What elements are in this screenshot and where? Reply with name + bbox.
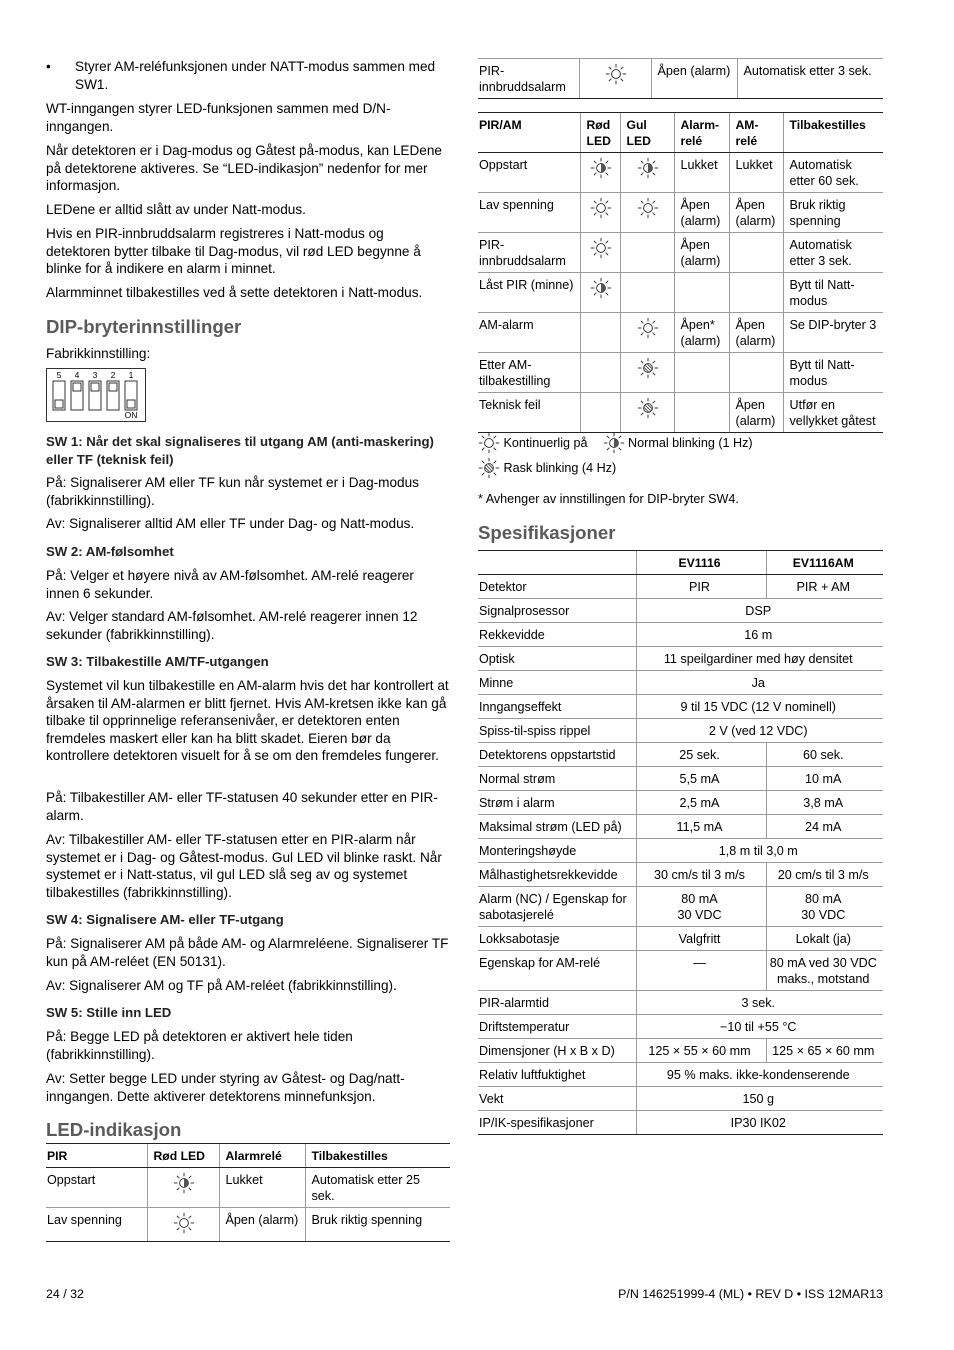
table-row [478, 273, 883, 313]
table-cell: 80 mA 30 VDC [766, 887, 883, 927]
table-row [46, 1168, 450, 1208]
table-cell: Åpen (alarm) [729, 393, 783, 433]
table-cell: Automatisk etter 3 sek. [783, 233, 883, 273]
table-cell: 125 × 55 × 60 mm [636, 1039, 766, 1063]
table-cell: Strøm i alarm [478, 791, 636, 815]
table-row [478, 815, 883, 839]
table-cell: 11,5 mA [636, 815, 766, 839]
table-cell: Åpen (alarm) [674, 233, 729, 273]
table-cell: Ja [636, 671, 883, 695]
normal-blink-icon [603, 435, 625, 449]
table-header: Gul LED [620, 113, 674, 153]
table-cell: IP/IK-spesifikasjoner [478, 1111, 636, 1135]
table-cell: Åpen (alarm) [674, 193, 729, 233]
table-row [478, 233, 883, 273]
table-row [478, 59, 883, 99]
table-cell: 80 mA 30 VDC [636, 887, 766, 927]
table-row [478, 575, 883, 599]
sw4-off: Av: Signaliserer AM og TF på AM-reléet (fabrikkinnstilling). [46, 978, 397, 993]
table-cell: PIR-innbruddsalarm [478, 59, 579, 99]
table-cell: PIR + AM [766, 575, 883, 599]
table-header: Rød LED [147, 1144, 219, 1168]
continuous-icon [637, 197, 659, 219]
table-row [478, 1063, 883, 1087]
fast-blink-icon [478, 457, 500, 479]
led-cell [147, 1168, 219, 1208]
page-number: 24 / 32 [46, 1287, 84, 1301]
table-row [478, 951, 883, 991]
table-cell: Låst PIR (minne) [478, 273, 580, 313]
led-cell [580, 313, 620, 353]
table-header: Rød LED [580, 113, 620, 153]
continuous-icon [637, 317, 659, 339]
table-cell [674, 273, 729, 313]
table-cell: Vekt [478, 1087, 636, 1111]
table-header: EV1116 [636, 551, 766, 575]
normal-blink-icon [603, 432, 625, 454]
table-cell: DSP [636, 599, 883, 623]
table-header: PIR [46, 1144, 147, 1168]
table-cell: Signalprosessor [478, 599, 636, 623]
spec-table [478, 550, 883, 1135]
continuous-icon [478, 432, 500, 454]
table-header [478, 551, 636, 575]
legend-normal: Normal blinking (1 Hz) [628, 436, 753, 450]
table-cell: PIR-innbruddsalarm [478, 233, 580, 273]
dip-switch-graphic [47, 369, 145, 421]
led-cell [620, 353, 674, 393]
normal-blink-icon [637, 157, 659, 179]
table-cell: Valgfritt [636, 927, 766, 951]
continuous-icon [590, 237, 612, 259]
table-cell: Bytt til Natt-modus [783, 273, 883, 313]
pir-am-led-table [478, 112, 883, 433]
factory-label: Fabrikkinnstilling: [46, 346, 151, 361]
table-row [478, 767, 883, 791]
table-header-row [46, 1144, 450, 1168]
table-row [478, 1111, 883, 1135]
table-cell [729, 353, 783, 393]
table-cell: Spiss-til-spiss rippel [478, 719, 636, 743]
sw3-heading: SW 3: Tilbakestille AM/TF-utgangen [46, 654, 269, 669]
part-number: P/N 146251999-4 (ML) • REV D • ISS 12MAR13 [618, 1287, 883, 1301]
table-row [478, 927, 883, 951]
pir-led-table [46, 1143, 450, 1242]
sw5-off: Av: Setter begge LED under styring av Gåtest- og Dag/natt-inngangen. Dette aktiverer detektorens minnefunksjon. [46, 1071, 405, 1104]
table-cell: Bruk riktig spenning [305, 1208, 450, 1242]
pir-continued-table [478, 58, 883, 99]
table-cell: Alarm (NC) / Egenskap for sabotasjerelé [478, 887, 636, 927]
table-header: Alarm-relé [674, 113, 729, 153]
table-cell: Utfør en vellykket gåtest [783, 393, 883, 433]
sw2-on: På: Velger et høyere nivå av AM-følsomhet. AM-relé reagerer innen 6 sekunder. [46, 568, 414, 601]
dip-number: 5 [56, 370, 62, 380]
table-cell: Automatisk etter 25 sek. [305, 1168, 450, 1208]
footnote: * Avhenger av innstillingen for DIP-bryter SW4. [478, 492, 739, 506]
table-row [478, 863, 883, 887]
table-cell [674, 353, 729, 393]
table-row [478, 353, 883, 393]
fast-blink-icon [637, 357, 659, 379]
led-cell [620, 193, 674, 233]
table-cell: Lav spenning [478, 193, 580, 233]
table-row [478, 743, 883, 767]
sw5-heading: SW 5: Stille inn LED [46, 1005, 172, 1020]
spec-heading: Spesifikasjoner [478, 522, 616, 543]
table-cell: Dimensjoner (H x B x D) [478, 1039, 636, 1063]
legend-continuous: Kontinuerlig på [503, 436, 588, 450]
table-row [478, 719, 883, 743]
sw4-heading: SW 4: Signalisere AM- eller TF-utgang [46, 912, 284, 927]
table-cell: Oppstart [46, 1168, 147, 1208]
paragraph: Hvis en PIR-innbruddsalarm registreres i Natt-modus og detektoren bytter tilbake til Dag-modus, vil rød LED begynne å blinke for å indikere en alarm i minnet. [46, 226, 421, 276]
table-cell: Lukket [674, 153, 729, 193]
paragraph: LEDene er alltid slått av under Natt-modus. [46, 202, 306, 217]
table-row [478, 991, 883, 1015]
table-cell: Bruk riktig spenning [783, 193, 883, 233]
table-cell: 2,5 mA [636, 791, 766, 815]
table-cell: 2 V (ved 12 VDC) [636, 719, 883, 743]
legend-line [478, 432, 753, 454]
table-header: EV1116AM [766, 551, 883, 575]
table-cell: Lukket [219, 1168, 305, 1208]
table-header: PIR/AM [478, 113, 580, 153]
sw5-on: På: Begge LED på detektoren er aktivert hele tiden (fabrikkinnstilling). [46, 1029, 353, 1062]
table-cell: — [636, 951, 766, 991]
table-cell: IP30 IK02 [636, 1111, 883, 1135]
table-cell: Maksimal strøm (LED på) [478, 815, 636, 839]
table-cell: Lokalt (ja) [766, 927, 883, 951]
sw3-on: På: Tilbakestiller AM- eller TF-statusen 40 sekunder etter en PIR-alarm. [46, 790, 438, 823]
table-row [478, 599, 883, 623]
table-row [478, 887, 883, 927]
table-cell: Automatisk etter 3 sek. [737, 59, 883, 99]
table-cell: Åpen* (alarm) [674, 313, 729, 353]
led-cell [579, 59, 651, 99]
dip-number: 4 [74, 370, 80, 380]
table-cell: Relativ luftfuktighet [478, 1063, 636, 1087]
table-cell: Rekkevidde [478, 623, 636, 647]
table-header: Tilbakestilles [783, 113, 883, 153]
table-row [478, 313, 883, 353]
table-row [478, 153, 883, 193]
table-cell: Inngangseffekt [478, 695, 636, 719]
table-cell [729, 233, 783, 273]
table-row [478, 1087, 883, 1111]
table-row [478, 393, 883, 433]
continuous-icon [478, 435, 500, 449]
table-cell: Etter AM-tilbakestilling [478, 353, 580, 393]
table-cell: Åpen (alarm) [729, 313, 783, 353]
normal-blink-icon [173, 1172, 195, 1194]
table-cell: Teknisk feil [478, 393, 580, 433]
table-cell: Åpen (alarm) [219, 1208, 305, 1242]
table-cell: 5,5 mA [636, 767, 766, 791]
normal-blink-icon [590, 277, 612, 299]
led-cell [580, 233, 620, 273]
continuous-icon [605, 63, 627, 85]
led-cell [580, 193, 620, 233]
led-cell [620, 313, 674, 353]
table-cell: 150 g [636, 1087, 883, 1111]
fast-blink-icon [478, 460, 500, 474]
normal-blink-icon [590, 157, 612, 179]
bullet-text: • Styrer AM-reléfunksjonen under NATT-modus sammen med SW1. [46, 58, 450, 93]
sw1-off: Av: Signaliserer alltid AM eller TF under Dag- og Natt-modus. [46, 516, 415, 531]
table-row [478, 1039, 883, 1063]
paragraph: Når detektoren er i Dag-modus og Gåtest på-modus, kan LEDene på detektorene aktiveres. Se “LED-indikasjon” nedenfor for mer informasjon. [46, 143, 442, 193]
dip-switch-diagram [46, 368, 146, 422]
table-cell: Optisk [478, 647, 636, 671]
table-cell: Lav spenning [46, 1208, 147, 1242]
table-cell: Lukket [729, 153, 783, 193]
sw4-on: På: Signaliserer AM på både AM- og Alarmreléene. Signaliserer TF kun på AM-reléet (EN 50131). [46, 936, 449, 969]
table-cell: Målhastighetsrekkevidde [478, 863, 636, 887]
table-row [478, 623, 883, 647]
table-header-row [478, 551, 883, 575]
table-cell: 11 speilgardiner med høy densitet [636, 647, 883, 671]
table-cell: Automatisk etter 60 sek. [783, 153, 883, 193]
table-cell: Minne [478, 671, 636, 695]
sw3-text: Systemet vil kun tilbakestille en AM-alarm hvis det har kontrollert at årsaken til AM-alarmen er blitt fjernet. Hvis AM-kretsen ikke kan gå tilbake til opprinnelige referansenivåer, er detektoren enten fremdeles maskert eller kan ha blitt skadet. Eieren bør da kontrollere detektoren visuelt for å se om den fremdeles fungerer. [46, 678, 449, 763]
continuous-icon [173, 1212, 195, 1234]
led-cell [580, 273, 620, 313]
table-row [46, 1208, 450, 1242]
table-row [478, 791, 883, 815]
table-cell [674, 393, 729, 433]
table-row [478, 193, 883, 233]
dip-number: 3 [92, 370, 98, 380]
paragraph: Alarmminnet tilbakestilles ved å sette detektoren i Natt-modus. [46, 285, 423, 300]
table-cell: 3 sek. [636, 991, 883, 1015]
table-cell: 30 cm/s til 3 m/s [636, 863, 766, 887]
led-cell [620, 393, 674, 433]
table-cell: Se DIP-bryter 3 [783, 313, 883, 353]
table-cell: Normal strøm [478, 767, 636, 791]
led-cell [620, 273, 674, 313]
table-row [478, 1015, 883, 1039]
table-cell: PIR [636, 575, 766, 599]
table-cell: 20 cm/s til 3 m/s [766, 863, 883, 887]
table-row [478, 671, 883, 695]
continuous-icon [590, 197, 612, 219]
led-cell [147, 1208, 219, 1242]
legend-fast: Rask blinking (4 Hz) [503, 461, 617, 475]
led-cell [580, 393, 620, 433]
table-header: AM-relé [729, 113, 783, 153]
sw2-heading: SW 2: AM-følsomhet [46, 544, 174, 559]
led-cell [620, 233, 674, 273]
table-header: Alarmrelé [219, 1144, 305, 1168]
table-cell: 25 sek. [636, 743, 766, 767]
table-cell: Bytt til Natt-modus [783, 353, 883, 393]
table-cell: 60 sek. [766, 743, 883, 767]
table-cell: 24 mA [766, 815, 883, 839]
paragraph: WT-inngangen styrer LED-funksjonen sammen med D/N-inngangen. [46, 101, 391, 134]
dip-on-label: ON [124, 410, 138, 420]
table-cell: Driftstemperatur [478, 1015, 636, 1039]
table-cell: AM-alarm [478, 313, 580, 353]
led-heading: LED-indikasjon [46, 1119, 182, 1140]
dip-number: 1 [128, 370, 134, 380]
table-cell: 80 mA ved 30 VDC maks., motstand [766, 951, 883, 991]
table-cell: −10 til +55 °C [636, 1015, 883, 1039]
table-cell: 10 mA [766, 767, 883, 791]
table-header: Tilbakestilles [305, 1144, 450, 1168]
sw2-off: Av: Velger standard AM-følsomhet. AM-relé reagerer innen 12 sekunder (fabrikkinnstilling). [46, 609, 418, 642]
sw1-on: På: Signaliserer AM eller TF kun når systemet er i Dag-modus (fabrikkinnstilling). [46, 475, 419, 508]
dip-number: 2 [110, 370, 116, 380]
table-cell: Åpen (alarm) [651, 59, 737, 99]
table-cell: Lokksabotasje [478, 927, 636, 951]
table-cell: Egenskap for AM-relé [478, 951, 636, 991]
table-cell: Detektor [478, 575, 636, 599]
table-cell: 16 m [636, 623, 883, 647]
sw3-off: Av: Tilbakestiller AM- eller TF-statusen etter en PIR-alarm når systemet er i Dag- og Gåtest-modus. Gul LED vil blinke raskt. Når systemet er i Natt-status, vil gul LED slå seg av og systemet tilbakestilles (fabrikkinnstilling). [46, 832, 442, 900]
table-cell: PIR-alarmtid [478, 991, 636, 1015]
sw1-heading: SW 1: Når det skal signaliseres til utgang AM (anti-maskering) eller TF (teknisk feil) [46, 434, 434, 467]
table-row [478, 647, 883, 671]
table-cell: Monteringshøyde [478, 839, 636, 863]
led-cell [580, 153, 620, 193]
table-row [478, 695, 883, 719]
table-cell: 9 til 15 VDC (12 V nominell) [636, 695, 883, 719]
table-cell [729, 273, 783, 313]
table-cell: Oppstart [478, 153, 580, 193]
table-header-row [478, 113, 883, 153]
table-cell: 3,8 mA [766, 791, 883, 815]
legend-line [478, 457, 616, 479]
fast-blink-icon [637, 397, 659, 419]
table-cell: 1,8 m til 3,0 m [636, 839, 883, 863]
led-cell [580, 353, 620, 393]
dip-heading: DIP-bryterinnstillinger [46, 316, 242, 337]
table-cell: Åpen (alarm) [729, 193, 783, 233]
led-cell [620, 153, 674, 193]
table-cell: Detektorens oppstartstid [478, 743, 636, 767]
table-cell: 95 % maks. ikke-kondenserende [636, 1063, 883, 1087]
table-cell: 125 × 65 × 60 mm [766, 1039, 883, 1063]
table-row [478, 839, 883, 863]
